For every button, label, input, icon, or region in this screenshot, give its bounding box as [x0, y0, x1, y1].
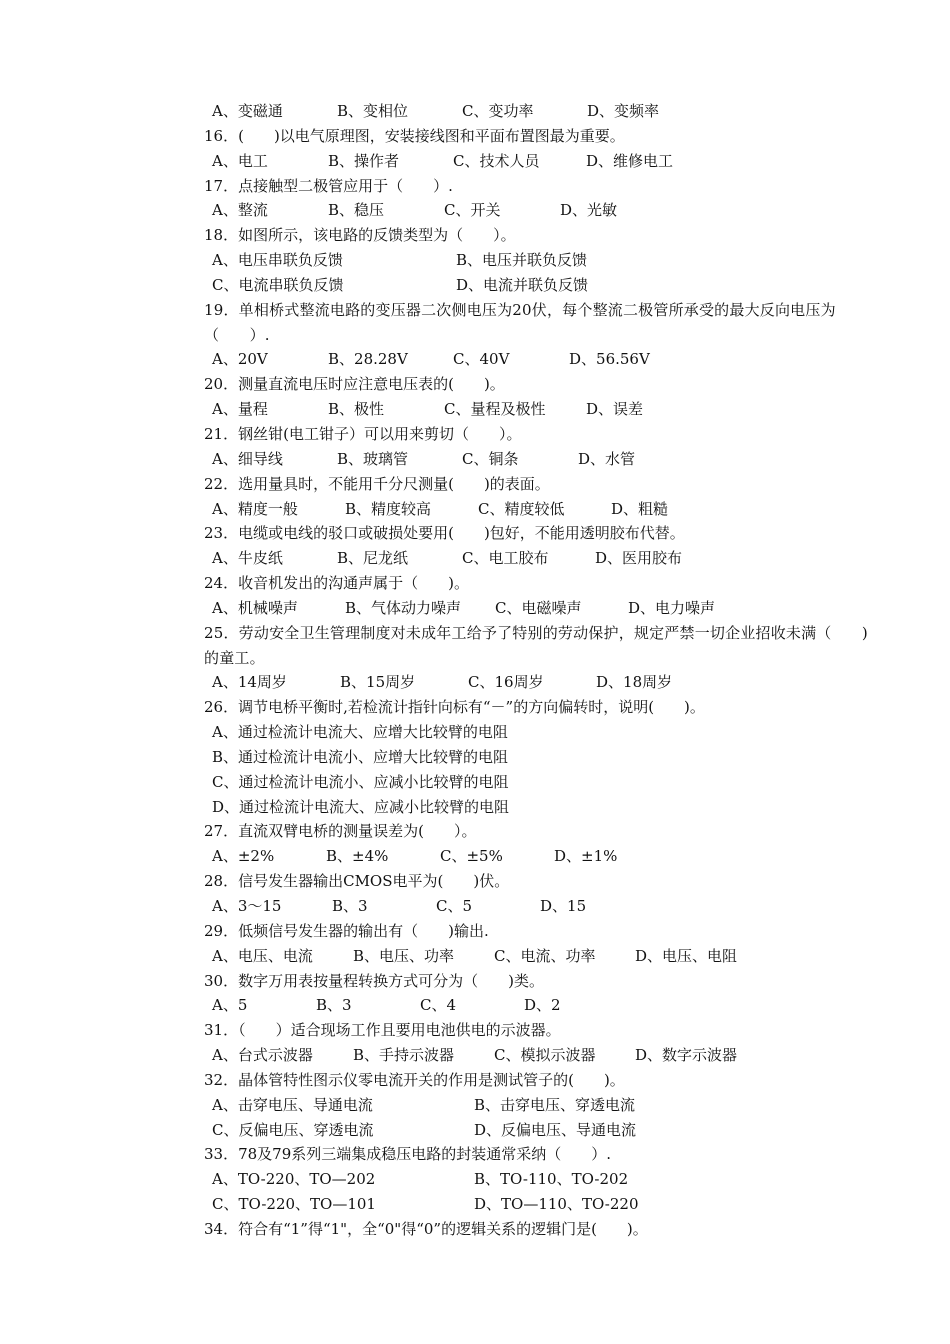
question-stem: 20．测量直流电压时应注意电压表的( )。 — [204, 375, 505, 394]
question-stem: 26．调节电桥平衡时,若检流计指针向标有“－”的方向偏转时，说明( )。 — [204, 698, 705, 717]
option-row — [204, 497, 874, 522]
option-row — [204, 844, 874, 869]
option-text: A、14周岁 — [212, 673, 287, 692]
option-row — [204, 347, 874, 372]
question-stem: 22．选用量具时，不能用千分尺测量( )的表面。 — [204, 474, 550, 493]
option-row — [204, 447, 874, 472]
option-text: A、击穿电压、导通电流 — [212, 1095, 373, 1114]
option-text: D、56.56V — [569, 350, 650, 369]
option-row — [204, 1043, 874, 1068]
option-text: C、开关 — [444, 201, 501, 220]
option-text: B、3 — [332, 897, 368, 915]
option-text: A、20V — [212, 350, 268, 369]
option-text: A、通过检流计电流大、应增大比较臂的电阻 — [212, 723, 508, 742]
option-row — [204, 993, 874, 1018]
option-text: A、3～15 — [212, 897, 282, 915]
option-row — [204, 198, 874, 223]
option-text: B、手持示波器 — [353, 1046, 455, 1065]
option-text: C、±5% — [440, 847, 503, 866]
question-stem: 18．如图所示，该电路的反馈类型为（ ）。 — [204, 226, 516, 245]
option-text: A、牛皮纸 — [212, 549, 283, 568]
option-row — [204, 248, 874, 273]
option-row — [204, 149, 874, 174]
option-row — [204, 745, 874, 770]
option-text: A、精度一般 — [212, 499, 298, 518]
option-text: C、技术人员 — [453, 151, 540, 170]
option-text: D、维修电工 — [586, 151, 674, 170]
option-text: B、15周岁 — [340, 673, 416, 692]
option-text: D、粗糙 — [611, 499, 669, 518]
option-text: D、电压、电阻 — [635, 946, 738, 965]
option-row — [204, 720, 874, 745]
question-stem: 34．符合有“1”得“1"，全“0"得“0”的逻辑关系的逻辑门是( )。 — [204, 1219, 648, 1238]
option-text: A、电压串联负反馈 — [212, 251, 343, 270]
option-row — [204, 1118, 874, 1143]
question-stem: 16．( )以电气原理图，安装接线图和平面布置图最为重要。 — [204, 126, 625, 145]
question-stem: 28．信号发生器输出CMOS电平为( )伏。 — [204, 872, 510, 891]
option-text: C、反偏电压、穿透电流 — [212, 1120, 374, 1139]
option-text: C、量程及极性 — [444, 400, 546, 419]
option-text: B、电压并联负反馈 — [456, 251, 588, 270]
question-stem: 33．78及79系列三端集成稳压电路的封装通常采纳（ ）. — [204, 1145, 612, 1164]
option-row — [204, 99, 874, 124]
question-stem: 30．数字万用表按量程转换方式可分为（ )类。 — [204, 971, 544, 990]
option-text: A、变磁通 — [212, 102, 283, 120]
option-text: C、铜条 — [462, 449, 519, 468]
option-text: C、5 — [436, 897, 473, 915]
option-text: D、变频率 — [587, 102, 660, 120]
option-text: B、电压、功率 — [353, 946, 455, 965]
question-stem: 29．低频信号发生器的输出有（ )输出. — [204, 921, 489, 940]
question-stem: 32．晶体管特性图示仪零电流开关的作用是测试管子的( )。 — [204, 1070, 625, 1089]
option-text: A、整流 — [212, 201, 268, 220]
option-text: B、28.28V — [328, 350, 408, 369]
option-text: C、通过检流计电流小、应减小比较臂的电阻 — [212, 772, 509, 791]
question-stem: 31．（ ）适合现场工作且要用电池供电的示波器。 — [204, 1021, 561, 1040]
option-text: B、精度较高 — [345, 499, 432, 518]
option-text: D、反偏电压、导通电流 — [474, 1120, 637, 1139]
option-text: B、尼龙纸 — [337, 549, 409, 568]
option-text: D、通过检流计电流大、应减小比较臂的电阻 — [212, 797, 510, 816]
question-stem: 25．劳动安全卫生管理制度对未成年工给予了特别的劳动保护，规定严禁一切企业招收未满（ )的童工。 — [204, 623, 868, 667]
option-text: D、医用胶布 — [595, 549, 683, 568]
option-text: C、电流串联负反馈 — [212, 275, 344, 294]
question-stem: 19．单相桥式整流电路的变压器二次侧电压为20伏，每个整流二极管所承受的最大反向电压为（ ）. — [204, 300, 836, 344]
option-row — [204, 273, 874, 298]
option-text: D、水管 — [578, 449, 636, 468]
option-text: C、变功率 — [462, 102, 534, 120]
question-stem: 24．收音机发出的沟通声属于（ )。 — [204, 574, 469, 593]
option-text: C、4 — [420, 996, 457, 1015]
option-text: B、气体动力噪声 — [345, 598, 462, 617]
option-text: C、16周岁 — [468, 673, 544, 692]
option-text: D、18周岁 — [596, 673, 673, 692]
question-stem: 27．直流双臂电桥的测量误差为( ）。 — [204, 822, 477, 841]
option-text: D、2 — [524, 996, 561, 1015]
option-row — [204, 1093, 874, 1118]
option-text: A、台式示波器 — [212, 1046, 313, 1065]
option-text: C、TO-220、TO—101 — [212, 1195, 376, 1214]
option-text: B、玻璃管 — [337, 449, 409, 468]
option-text: A、细导线 — [212, 449, 283, 468]
option-text: B、TO-110、TO-202 — [474, 1170, 629, 1189]
option-row — [204, 795, 874, 820]
question-stem: 23．电缆或电线的驳口或破损处要用( )包好，不能用透明胶布代替。 — [204, 524, 685, 543]
option-text: D、电力噪声 — [628, 598, 716, 617]
option-text: A、电工 — [212, 151, 268, 170]
option-text: D、光敏 — [560, 201, 618, 220]
option-text: B、击穿电压、穿透电流 — [474, 1095, 636, 1114]
option-text: C、电工胶布 — [462, 549, 549, 568]
option-row — [204, 1167, 874, 1192]
option-text: B、稳压 — [328, 201, 385, 220]
option-text: C、电流、功率 — [494, 946, 596, 965]
option-row — [204, 894, 874, 919]
option-text: A、5 — [212, 996, 248, 1015]
option-text: A、±2% — [212, 847, 275, 866]
option-text: D、15 — [540, 897, 587, 915]
option-text: B、3 — [316, 996, 352, 1015]
question-list — [204, 99, 874, 1242]
question-stem: 17．点接触型二极管应用于（ ）. — [204, 176, 453, 195]
option-text: D、数字示波器 — [635, 1046, 738, 1065]
option-row — [204, 1192, 874, 1217]
option-text: A、电压、电流 — [212, 946, 313, 965]
option-row — [204, 770, 874, 795]
option-text: C、40V — [453, 350, 510, 369]
question-stem: 21．钢丝钳(电工钳子）可以用来剪切（ ）。 — [204, 424, 522, 443]
option-text: B、极性 — [328, 400, 385, 419]
option-text: A、机械噪声 — [212, 598, 298, 617]
option-text: C、模拟示波器 — [494, 1046, 596, 1065]
option-text: B、变相位 — [337, 102, 409, 120]
option-row — [204, 944, 874, 969]
option-text: B、操作者 — [328, 151, 400, 170]
option-text: D、TO—110、TO-220 — [474, 1195, 639, 1214]
option-text: D、电流并联负反馈 — [456, 275, 589, 294]
option-text: D、误差 — [586, 400, 644, 419]
option-row — [204, 397, 874, 422]
option-text: A、TO-220、TO—202 — [212, 1170, 376, 1189]
option-row — [204, 596, 874, 621]
option-text: B、通过检流计电流小、应增大比较臂的电阻 — [212, 747, 509, 766]
option-row — [204, 546, 874, 571]
option-text: A、量程 — [212, 400, 268, 419]
option-text: C、电磁噪声 — [495, 598, 582, 617]
option-row — [204, 670, 874, 695]
option-text: D、±1% — [554, 847, 618, 866]
option-text: B、±4% — [326, 847, 389, 866]
option-text: C、精度较低 — [478, 499, 565, 518]
